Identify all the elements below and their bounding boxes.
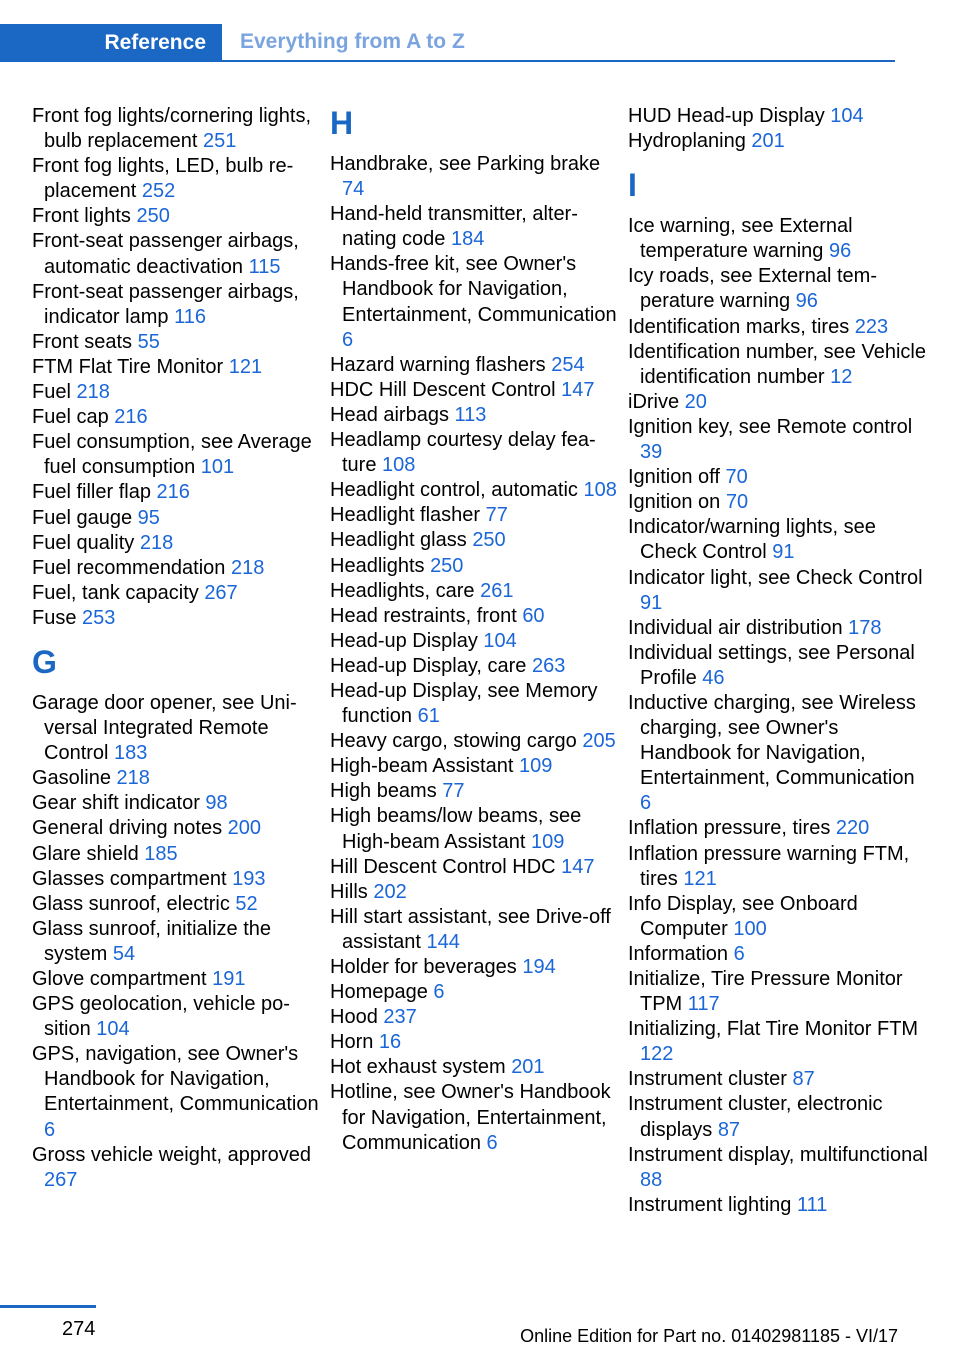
index-page-link[interactable]: 95 bbox=[137, 506, 160, 529]
index-page-link[interactable]: 250 bbox=[430, 554, 464, 577]
index-page-link[interactable]: 201 bbox=[751, 130, 785, 153]
index-entry bbox=[330, 1055, 620, 1080]
index-entry-term: Initialize, Tire Pressure Monitor TPM bbox=[628, 968, 903, 1016]
index-entry bbox=[32, 691, 322, 766]
edition-note: Online Edition for Part no. 01402981185 - VI/17 bbox=[520, 1326, 898, 1346]
index-page-link[interactable]: 77 bbox=[485, 504, 508, 527]
index-entry bbox=[330, 905, 620, 955]
index-entry-term: Identification marks, tires bbox=[628, 315, 855, 338]
index-entry-term: Glare shield bbox=[32, 842, 145, 865]
index-entry-term: Fuel filler flap bbox=[32, 481, 157, 504]
index-entry-term: Glove compartment bbox=[32, 968, 213, 990]
index-page-link[interactable]: 109 bbox=[530, 830, 565, 853]
index-entry bbox=[628, 129, 928, 154]
index-letter-heading: G bbox=[32, 643, 57, 680]
index-page-link[interactable]: 87 bbox=[717, 1118, 741, 1141]
index-entry-term: Information bbox=[628, 942, 734, 965]
index-entry bbox=[330, 428, 620, 478]
index-page-link[interactable]: 144 bbox=[426, 930, 460, 953]
index-entry bbox=[628, 415, 928, 465]
index-entry bbox=[330, 654, 620, 679]
index-entry bbox=[330, 955, 620, 980]
index-entry-term: Instrument display, multifunctional bbox=[628, 1143, 928, 1166]
index-entry-term: Fuel bbox=[32, 381, 77, 404]
index-entry bbox=[330, 252, 620, 352]
index-entry-term: GPS, navigation, see Owner's Handbook for Navigation, Entertainment, Communication bbox=[32, 1043, 319, 1116]
index-page-link[interactable]: 104 bbox=[830, 105, 864, 127]
index-entry-term: Hazard warning flashers bbox=[330, 353, 552, 376]
index-page-link[interactable]: 250 bbox=[472, 529, 506, 552]
index-entry bbox=[628, 214, 928, 264]
index-entry bbox=[32, 430, 322, 480]
index-entry-term: Instrument cluster bbox=[628, 1068, 793, 1091]
index-entry bbox=[330, 604, 620, 629]
index-page-link[interactable]: 193 bbox=[232, 867, 266, 890]
index-entry-term: GPS geolocation, vehicle position bbox=[32, 993, 290, 1041]
index-page-link[interactable]: 70 bbox=[725, 466, 748, 489]
index-entry bbox=[330, 1030, 620, 1055]
index-entry bbox=[628, 816, 928, 841]
index-entry bbox=[628, 942, 928, 967]
index-page-link[interactable]: 121 bbox=[228, 355, 263, 378]
index-entry-term: Inflation pressure, tires bbox=[628, 817, 836, 840]
footer-rule bbox=[0, 1305, 96, 1308]
index-entry-term: Headlight glass bbox=[330, 529, 473, 552]
index-entry-term: Heavy cargo, stowing cargo bbox=[330, 730, 583, 753]
index-entry bbox=[330, 980, 620, 1005]
index-page-link[interactable]: 46 bbox=[702, 666, 725, 689]
index-entry bbox=[32, 229, 322, 279]
index-entry bbox=[32, 917, 322, 967]
index-page-link[interactable]: 184 bbox=[450, 228, 485, 251]
index-entry bbox=[628, 340, 928, 390]
index-entry-term: Front-seat passenger airbags, indicator lamp bbox=[32, 280, 299, 328]
index-entry bbox=[32, 506, 322, 531]
index-entry bbox=[330, 554, 620, 579]
index-entry bbox=[628, 264, 928, 314]
index-entry-term: General driving notes bbox=[32, 817, 228, 840]
index-page-link[interactable]: 6 bbox=[342, 328, 354, 351]
index-entry bbox=[330, 754, 620, 779]
index-page-link[interactable]: 91 bbox=[640, 591, 663, 614]
index-page-link[interactable]: 100 bbox=[733, 917, 767, 940]
index-page-link[interactable]: 194 bbox=[522, 956, 556, 978]
index-entry-term: Fuel recommendation bbox=[32, 556, 231, 579]
index-entry bbox=[330, 804, 620, 854]
index-entry bbox=[628, 892, 928, 942]
index-entry-term: Horn bbox=[330, 1031, 379, 1054]
index-page-link[interactable]: 52 bbox=[235, 892, 258, 915]
index-entry bbox=[32, 892, 322, 917]
index-page-link[interactable]: 104 bbox=[96, 1018, 130, 1041]
index-page-link[interactable]: 54 bbox=[112, 942, 136, 965]
index-entry-term: Gear shift indicator bbox=[32, 792, 206, 815]
index-entry-term: Hood bbox=[330, 1006, 384, 1029]
index-entry bbox=[330, 880, 620, 905]
index-entry-term: Inflation pressure warning FTM, tires bbox=[628, 842, 910, 890]
index-entry-term: Instrument lighting bbox=[628, 1193, 797, 1216]
index-entry bbox=[32, 766, 322, 791]
index-entry bbox=[628, 1067, 928, 1092]
index-entry-term: Hill Descent Control HDC bbox=[330, 855, 562, 878]
index-entry-term: Hill start assistant, see Drive-off assistant bbox=[330, 905, 611, 953]
index-entry-term: Ignition off bbox=[628, 466, 726, 489]
index-column-1 bbox=[32, 104, 322, 1193]
index-entry bbox=[32, 791, 322, 816]
index-entry-term: Glass sunroof, electric bbox=[32, 892, 236, 915]
index-entry bbox=[32, 556, 322, 581]
index-entry bbox=[330, 629, 620, 654]
index-entry-term: Indicator/warning lights, see Check Control bbox=[628, 516, 876, 564]
index-entry-term: Homepage bbox=[330, 981, 434, 1004]
index-entry-term: Headlights, care bbox=[330, 579, 481, 602]
index-entry bbox=[330, 1080, 620, 1155]
index-entry-term: Fuel cap bbox=[32, 406, 115, 429]
index-entry-term: Holder for beverages bbox=[330, 956, 523, 978]
index-entry bbox=[32, 355, 322, 380]
index-page-link[interactable]: 147 bbox=[561, 378, 595, 401]
index-page-link[interactable]: 218 bbox=[230, 556, 265, 579]
index-entry-term: Hydroplaning bbox=[628, 130, 752, 153]
index-entry-term: Fuel quality bbox=[32, 531, 140, 554]
index-entry bbox=[330, 779, 620, 804]
index-entry bbox=[32, 480, 322, 505]
index-page-link[interactable]: 87 bbox=[792, 1068, 815, 1091]
index-entry-term: Inductive charging, see Wireless charging, see Owner's Handbook for Navigation, Entertainment, Communication bbox=[628, 691, 916, 790]
index-entry-term: FTM Flat Tire Monitor bbox=[32, 355, 229, 378]
index-entry-term: Indicator light, see Check Control bbox=[628, 566, 923, 589]
index-page-link[interactable]: 237 bbox=[383, 1006, 417, 1029]
index-page-link[interactable]: 216 bbox=[114, 406, 148, 429]
index-entry bbox=[330, 579, 620, 604]
index-entry-term: Front lights bbox=[32, 205, 137, 228]
index-page-link[interactable]: 6 bbox=[733, 942, 745, 965]
index-entry bbox=[32, 1143, 322, 1193]
index-page-link[interactable]: 218 bbox=[116, 767, 150, 790]
index-page-link[interactable]: 77 bbox=[442, 780, 465, 803]
index-entry-term: Gross vehicle weight, approved bbox=[32, 1143, 312, 1166]
index-entry bbox=[330, 503, 620, 528]
index-page-link[interactable]: 39 bbox=[640, 441, 663, 464]
index-page-link[interactable]: 202 bbox=[373, 880, 407, 903]
index-column-3 bbox=[628, 104, 928, 1218]
index-page-link[interactable]: 55 bbox=[137, 330, 160, 353]
index-entry bbox=[32, 280, 322, 330]
index-page-link[interactable]: 178 bbox=[848, 616, 882, 639]
index-entry-term: Ignition key, see Remote control bbox=[628, 415, 913, 438]
index-entry bbox=[628, 967, 928, 1017]
index-entry bbox=[628, 641, 928, 691]
index-entry bbox=[628, 1193, 928, 1218]
index-page-link[interactable]: 108 bbox=[583, 479, 617, 502]
index-page-link[interactable]: 113 bbox=[454, 403, 487, 426]
index-page-link[interactable]: 20 bbox=[684, 390, 707, 413]
index-entry bbox=[628, 1092, 928, 1142]
index-entry-term: Hands-free kit, see Owner's Handbook for Navigation, Entertainment, Communication bbox=[330, 253, 617, 326]
index-page-link[interactable]: 115 bbox=[248, 255, 281, 278]
index-entry-term: Fuel gauge bbox=[32, 506, 138, 529]
index-letter-heading: I bbox=[628, 167, 637, 204]
index-page-link[interactable]: 61 bbox=[417, 705, 440, 728]
index-page-link[interactable]: 261 bbox=[480, 579, 514, 602]
index-entry-term: Front fog lights, LED, bulb replacement bbox=[32, 155, 294, 203]
index-entry-term: Headlight flasher bbox=[330, 504, 486, 527]
index-entry bbox=[628, 390, 928, 415]
index-entry-term: Initializing, Flat Tire Monitor FTM bbox=[628, 1018, 919, 1041]
index-entry-term: Instrument cluster, electronic displays bbox=[628, 1093, 883, 1141]
index-entry-term: High-beam Assistant bbox=[330, 755, 519, 778]
index-page-link[interactable]: 263 bbox=[531, 654, 566, 677]
index-page-link[interactable]: 122 bbox=[640, 1043, 674, 1066]
index-entry bbox=[32, 405, 322, 430]
index-page-link[interactable]: 60 bbox=[522, 604, 545, 627]
index-entry-term: Front seats bbox=[32, 330, 138, 353]
index-entry-term: Hot exhaust system bbox=[330, 1056, 512, 1079]
index-page-link[interactable]: 252 bbox=[141, 180, 176, 203]
index-entry-term: iDrive bbox=[628, 390, 685, 413]
index-entry bbox=[330, 353, 620, 378]
index-page-link[interactable]: 220 bbox=[835, 817, 870, 840]
index-entry-term: Front-seat passenger airbags, automatic deactivation bbox=[32, 230, 299, 278]
index-entry bbox=[628, 691, 928, 816]
index-page-link[interactable]: 250 bbox=[136, 205, 170, 228]
index-entry bbox=[330, 378, 620, 403]
index-entry bbox=[628, 1143, 928, 1193]
index-page-link[interactable]: 96 bbox=[828, 240, 852, 263]
index-entry bbox=[628, 616, 928, 641]
index-entry bbox=[32, 816, 322, 841]
index-page-link[interactable]: 185 bbox=[144, 842, 178, 865]
index-page-link[interactable]: 6 bbox=[433, 981, 445, 1004]
index-page-link[interactable]: 74 bbox=[342, 178, 365, 201]
index-entry-term: Fuse bbox=[32, 606, 83, 629]
index-entry bbox=[628, 842, 928, 892]
index-page-link[interactable]: 191 bbox=[212, 968, 246, 990]
index-entry bbox=[32, 606, 322, 631]
index-entry-term: Glass sunroof, initialize the system bbox=[32, 917, 272, 965]
index-entry bbox=[330, 202, 620, 252]
index-entry-term: Headlights bbox=[330, 554, 431, 577]
index-entry bbox=[628, 515, 928, 565]
index-entry bbox=[330, 528, 620, 553]
index-entry-term: Hills bbox=[330, 880, 374, 903]
index-entry bbox=[628, 315, 928, 340]
index-page-link[interactable]: 116 bbox=[174, 305, 206, 328]
index-entry bbox=[628, 465, 928, 490]
index-page-link[interactable]: 70 bbox=[725, 491, 749, 514]
index-entry bbox=[330, 679, 620, 729]
index-page-link[interactable]: 117 bbox=[687, 993, 720, 1016]
index-entry-term: Glasses compartment bbox=[32, 867, 233, 890]
index-entry-term: Hand-held transmitter, alternating code bbox=[330, 203, 578, 251]
index-entry-term: High beams bbox=[330, 780, 443, 803]
index-page-link[interactable]: 6 bbox=[640, 792, 652, 815]
index-page-link[interactable]: 253 bbox=[82, 606, 116, 629]
index-entry-term: High beams/low beams, see High-beam Assistant bbox=[330, 805, 582, 853]
index-entry bbox=[32, 842, 322, 867]
subsection-title: Everything from A to Z bbox=[222, 24, 895, 62]
index-column-2 bbox=[330, 104, 620, 1156]
index-page-link[interactable]: 91 bbox=[772, 541, 795, 564]
index-entry bbox=[32, 967, 322, 992]
index-entry-term: HUD Head-up Display bbox=[628, 105, 831, 127]
index-entry-term: Head restraints, front bbox=[330, 604, 523, 627]
index-page-link[interactable]: 104 bbox=[483, 629, 517, 652]
index-page-link[interactable]: 218 bbox=[139, 531, 174, 554]
index-entry-term: Fuel consumption, see Average fuel consumption bbox=[32, 431, 312, 479]
index-page-link[interactable]: 12 bbox=[830, 365, 853, 388]
index-entry bbox=[330, 729, 620, 754]
index-page-link[interactable]: 96 bbox=[795, 290, 818, 313]
index-page-link[interactable]: 121 bbox=[683, 867, 717, 890]
index-page-link[interactable]: 254 bbox=[551, 353, 585, 376]
index-page-link[interactable]: 267 bbox=[204, 581, 238, 604]
index-page-link[interactable]: 6 bbox=[44, 1118, 56, 1141]
index-entry bbox=[330, 403, 620, 428]
index-entry bbox=[330, 855, 620, 880]
index-entry bbox=[32, 154, 322, 204]
index-entry-term: Identification number, see Vehicle identification number bbox=[628, 340, 926, 388]
index-entry-term: Head-up Display, care bbox=[330, 654, 532, 677]
index-page-link[interactable]: 216 bbox=[156, 481, 190, 504]
index-page-link[interactable]: 183 bbox=[114, 742, 148, 765]
index-page-link[interactable]: 200 bbox=[227, 817, 262, 840]
index-page-link[interactable]: 205 bbox=[582, 730, 616, 753]
index-page-link[interactable]: 101 bbox=[200, 456, 235, 479]
index-entry bbox=[628, 104, 928, 129]
index-page-link[interactable]: 201 bbox=[511, 1056, 545, 1079]
index-entry-term: Hotline, see Owner's Handbook for Navigation, Entertainment, Communication bbox=[330, 1081, 611, 1154]
index-letter-heading: H bbox=[330, 105, 354, 141]
index-entry bbox=[32, 330, 322, 355]
index-entry bbox=[330, 478, 620, 503]
index-entry-term: Headlamp courtesy delay feature bbox=[330, 429, 596, 477]
index-page-link[interactable]: 111 bbox=[796, 1193, 828, 1216]
index-entry bbox=[32, 104, 322, 154]
index-entry bbox=[330, 1005, 620, 1030]
index-entry-term: Icy roads, see External temperature warning bbox=[628, 265, 877, 313]
index-entry-term: Head-up Display, see Memory function bbox=[330, 679, 598, 728]
index-entry bbox=[330, 152, 620, 202]
index-page-link[interactable]: 223 bbox=[854, 315, 889, 338]
index-entry-term: Gasoline bbox=[32, 767, 117, 790]
index-entry-term: Handbrake, see Parking brake bbox=[330, 153, 601, 175]
index-page-link[interactable]: 109 bbox=[518, 755, 553, 778]
index-entry-term: Front fog lights/cornering lights, bulb replacement bbox=[32, 105, 312, 153]
index-entry bbox=[628, 490, 928, 515]
index-entry-term: Headlight control, automatic bbox=[330, 479, 584, 502]
index-entry bbox=[32, 867, 322, 892]
page-number: 274 bbox=[62, 1318, 96, 1340]
index-entry-term: Info Display, see Onboard Computer bbox=[628, 892, 858, 940]
index-entry-term: Fuel, tank capacity bbox=[32, 581, 205, 604]
index-entry bbox=[628, 1017, 928, 1067]
index-page-link[interactable]: 16 bbox=[378, 1031, 402, 1054]
section-tab: Reference bbox=[0, 24, 222, 62]
index-entry bbox=[628, 566, 928, 616]
index-entry-term: Garage door opener, see Universal Integrated Remote Control bbox=[32, 691, 297, 765]
index-page-link[interactable]: 6 bbox=[486, 1131, 498, 1154]
index-entry-term: Ice warning, see External temperature warning bbox=[628, 215, 853, 263]
index-entry bbox=[32, 531, 322, 556]
index-entry-term: Head-up Display bbox=[330, 629, 484, 652]
index-page-link[interactable]: 218 bbox=[76, 381, 110, 404]
index-page-link[interactable]: 108 bbox=[382, 454, 416, 477]
index-page-link[interactable]: 267 bbox=[44, 1168, 78, 1191]
index-entry-term: Head airbags bbox=[330, 403, 455, 426]
index-entry bbox=[32, 581, 322, 606]
index-entry bbox=[32, 380, 322, 405]
index-entry-term: Individual air distribution bbox=[628, 616, 849, 639]
index-entry bbox=[32, 992, 322, 1042]
index-page-link[interactable]: 147 bbox=[561, 855, 595, 878]
page-header bbox=[0, 24, 895, 62]
index-page-link[interactable]: 88 bbox=[640, 1168, 663, 1191]
index-entry-term: HDC Hill Descent Control bbox=[330, 378, 562, 401]
index-page-link[interactable]: 251 bbox=[202, 130, 237, 153]
index-page-link[interactable]: 98 bbox=[205, 792, 228, 815]
index-entry bbox=[32, 204, 322, 229]
index-entry bbox=[32, 1042, 322, 1142]
index-entry-term: Ignition on bbox=[628, 491, 726, 514]
index-entry-term: Individual settings, see Personal Profile bbox=[628, 641, 915, 689]
